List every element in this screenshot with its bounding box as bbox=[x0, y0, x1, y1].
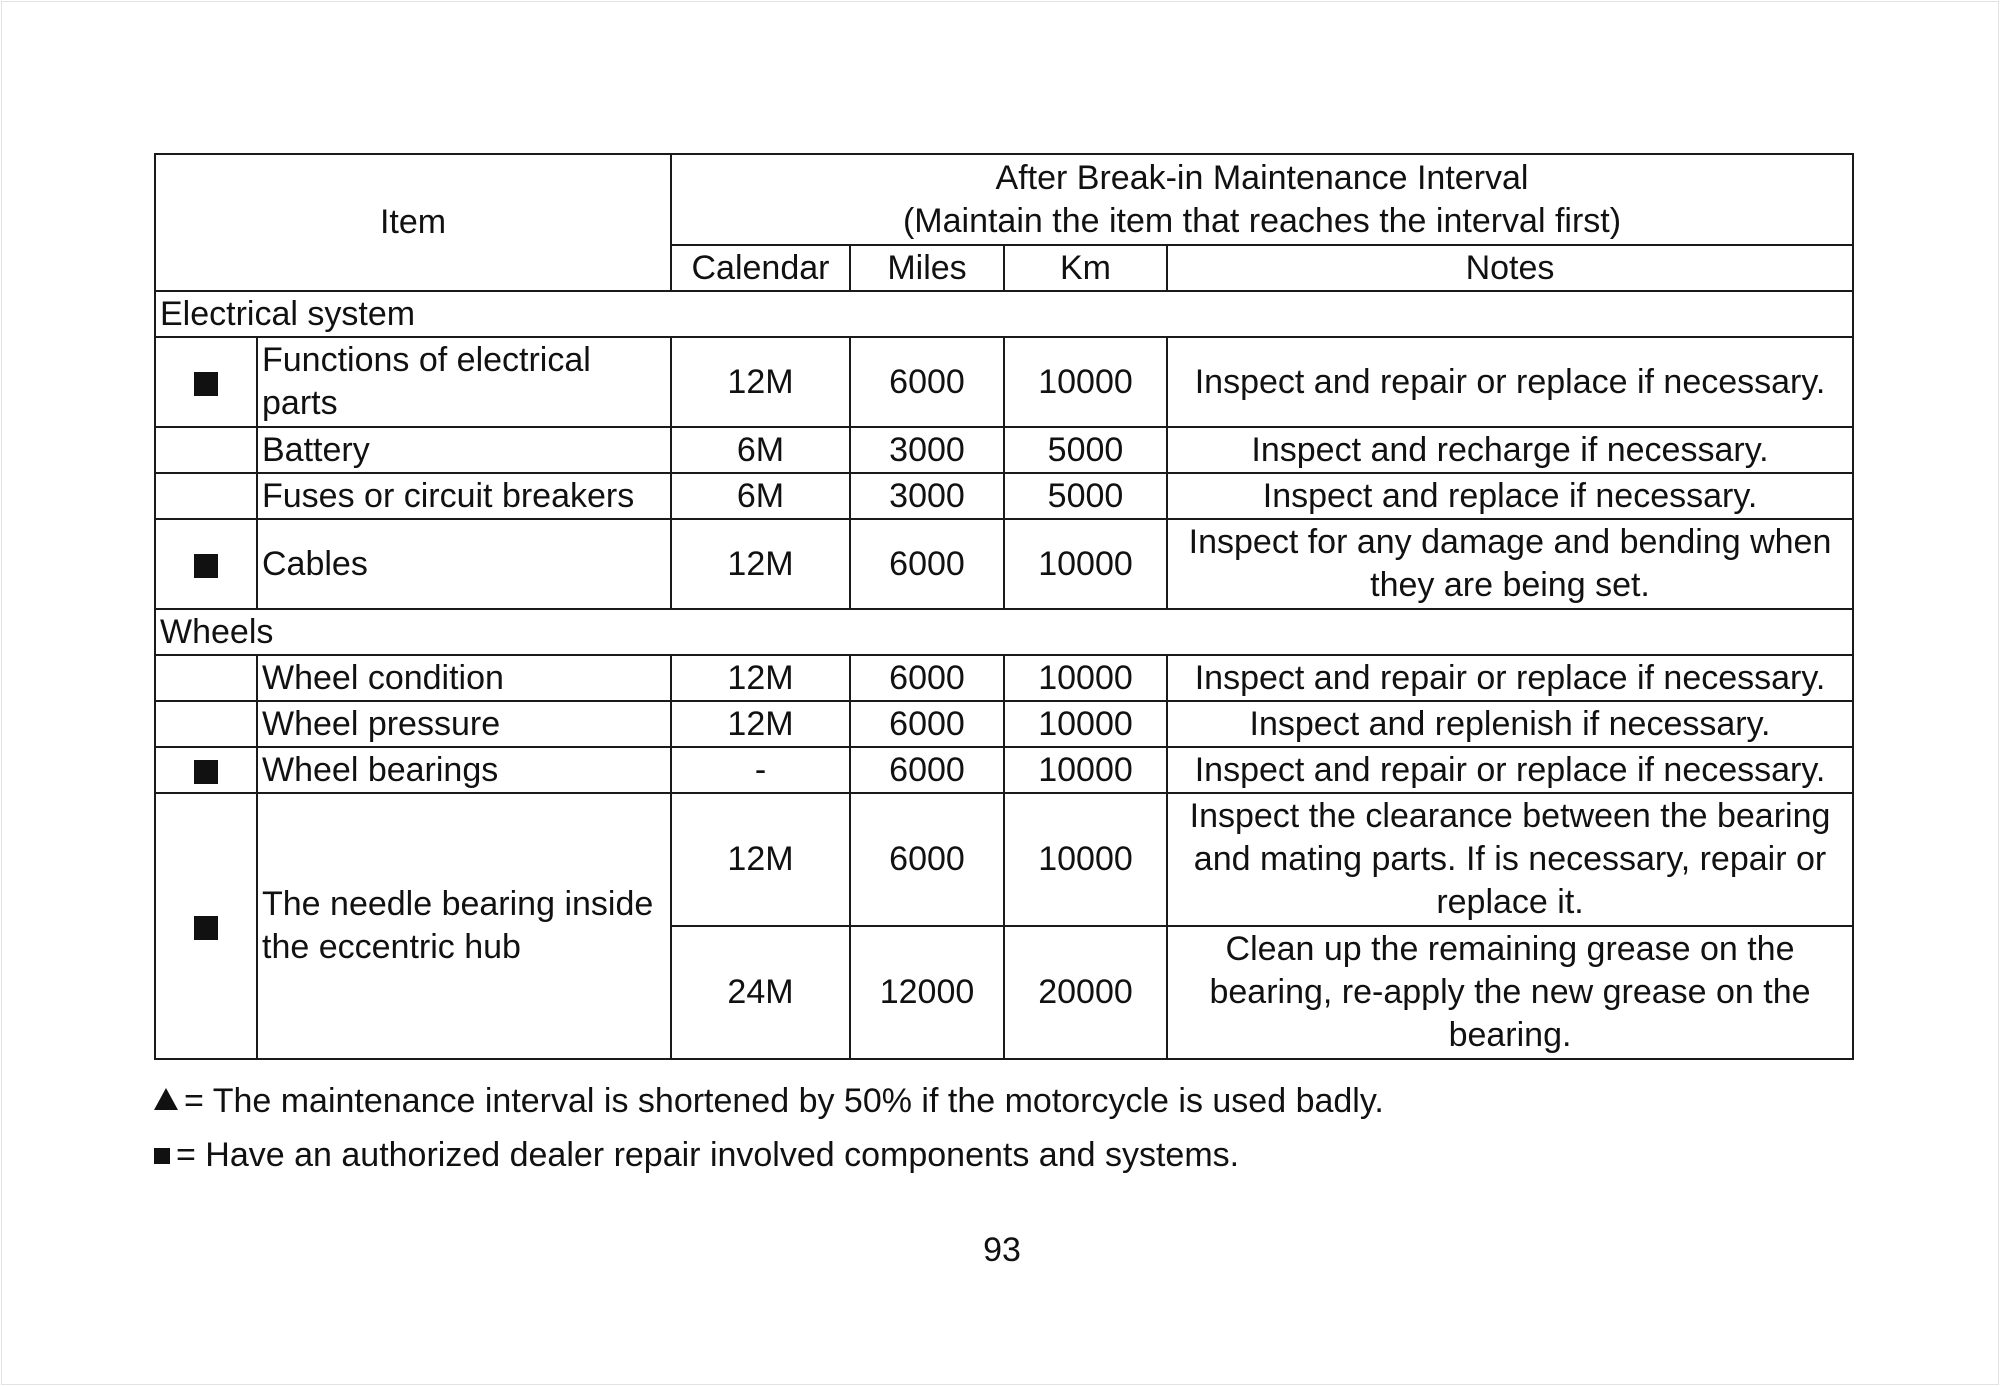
calendar-cell: 6M bbox=[671, 473, 850, 519]
table-row bbox=[155, 473, 1853, 519]
dealer-mark-icon bbox=[155, 519, 257, 609]
item-cell: Wheel bearings bbox=[257, 747, 671, 793]
interval-header bbox=[671, 154, 1853, 245]
table-row bbox=[155, 519, 1853, 609]
section-title-electrical: Electrical system bbox=[155, 291, 1853, 337]
notes-cell: Inspect and repair or replace if necessary. bbox=[1167, 655, 1853, 701]
miles-cell: 6000 bbox=[850, 655, 1004, 701]
interval-title-line1: After Break-in Maintenance Interval bbox=[995, 158, 1529, 197]
table-row bbox=[155, 701, 1853, 747]
notes-cell: Inspect the clearance between the bearing and mating parts. If is necessary, repair or replace it. bbox=[1167, 793, 1853, 926]
item-cell: Fuses or circuit breakers bbox=[257, 473, 671, 519]
table-row bbox=[155, 427, 1853, 473]
notes-cell: Inspect and replace if necessary. bbox=[1167, 473, 1853, 519]
km-cell: 5000 bbox=[1004, 473, 1167, 519]
calendar-cell: 12M bbox=[671, 701, 850, 747]
km-header: Km bbox=[1004, 245, 1167, 291]
notes-cell: Inspect and repair or replace if necessary. bbox=[1167, 747, 1853, 793]
notes-header: Notes bbox=[1167, 245, 1853, 291]
legend-triangle-text: = The maintenance interval is shortened by 50% if the motorcycle is used badly. bbox=[184, 1082, 1384, 1120]
miles-header: Miles bbox=[850, 245, 1004, 291]
table-row bbox=[155, 793, 1853, 926]
legend-triangle bbox=[154, 1081, 1384, 1121]
miles-cell: 6000 bbox=[850, 337, 1004, 427]
calendar-cell: 6M bbox=[671, 427, 850, 473]
calendar-cell: - bbox=[671, 747, 850, 793]
legend-square bbox=[154, 1135, 1239, 1175]
dealer-mark-icon bbox=[155, 337, 257, 427]
miles-cell: 6000 bbox=[850, 701, 1004, 747]
miles-cell: 6000 bbox=[850, 793, 1004, 926]
km-cell: 10000 bbox=[1004, 655, 1167, 701]
km-cell: 10000 bbox=[1004, 793, 1167, 926]
mark-cell bbox=[155, 655, 257, 701]
km-cell: 5000 bbox=[1004, 427, 1167, 473]
miles-cell: 12000 bbox=[850, 926, 1004, 1059]
calendar-cell: 12M bbox=[671, 655, 850, 701]
km-cell: 10000 bbox=[1004, 337, 1167, 427]
dealer-mark-icon bbox=[155, 747, 257, 793]
table-row bbox=[155, 337, 1853, 427]
table-row bbox=[155, 655, 1853, 701]
item-cell: Wheel condition bbox=[257, 655, 671, 701]
miles-cell: 6000 bbox=[850, 519, 1004, 609]
maintenance-table bbox=[154, 153, 1854, 1060]
notes-cell: Inspect for any damage and bending when they are being set. bbox=[1167, 519, 1853, 609]
triangle-icon bbox=[154, 1088, 178, 1110]
item-cell: Cables bbox=[257, 519, 671, 609]
notes-cell: Inspect and recharge if necessary. bbox=[1167, 427, 1853, 473]
calendar-cell: 12M bbox=[671, 793, 850, 926]
item-cell: Functions of electrical parts bbox=[257, 337, 671, 427]
item-cell: The needle bearing inside the eccentric hub bbox=[257, 793, 671, 1059]
mark-cell bbox=[155, 427, 257, 473]
calendar-cell: 12M bbox=[671, 519, 850, 609]
document-page bbox=[1, 1, 1999, 1385]
miles-cell: 3000 bbox=[850, 473, 1004, 519]
item-cell: Battery bbox=[257, 427, 671, 473]
legend-square-text: = Have an authorized dealer repair involved components and systems. bbox=[176, 1136, 1240, 1174]
calendar-header: Calendar bbox=[671, 245, 850, 291]
item-header: Item bbox=[155, 154, 671, 291]
item-cell: Wheel pressure bbox=[257, 701, 671, 747]
km-cell: 10000 bbox=[1004, 519, 1167, 609]
km-cell: 20000 bbox=[1004, 926, 1167, 1059]
miles-cell: 6000 bbox=[850, 747, 1004, 793]
miles-cell: 3000 bbox=[850, 427, 1004, 473]
notes-cell: Inspect and replenish if necessary. bbox=[1167, 701, 1853, 747]
mark-cell bbox=[155, 473, 257, 519]
notes-cell: Inspect and repair or replace if necessary. bbox=[1167, 337, 1853, 427]
square-icon bbox=[154, 1148, 170, 1164]
page-number: 93 bbox=[983, 1231, 1021, 1269]
notes-cell: Clean up the remaining grease on the bearing, re-apply the new grease on the bearing. bbox=[1167, 926, 1853, 1059]
km-cell: 10000 bbox=[1004, 701, 1167, 747]
calendar-cell: 12M bbox=[671, 337, 850, 427]
calendar-cell: 24M bbox=[671, 926, 850, 1059]
section-title-wheels: Wheels bbox=[155, 609, 1853, 655]
km-cell: 10000 bbox=[1004, 747, 1167, 793]
interval-title-line2: (Maintain the item that reaches the interval first) bbox=[902, 201, 1622, 240]
mark-cell bbox=[155, 701, 257, 747]
table-row bbox=[155, 747, 1853, 793]
dealer-mark-icon bbox=[155, 793, 257, 1059]
